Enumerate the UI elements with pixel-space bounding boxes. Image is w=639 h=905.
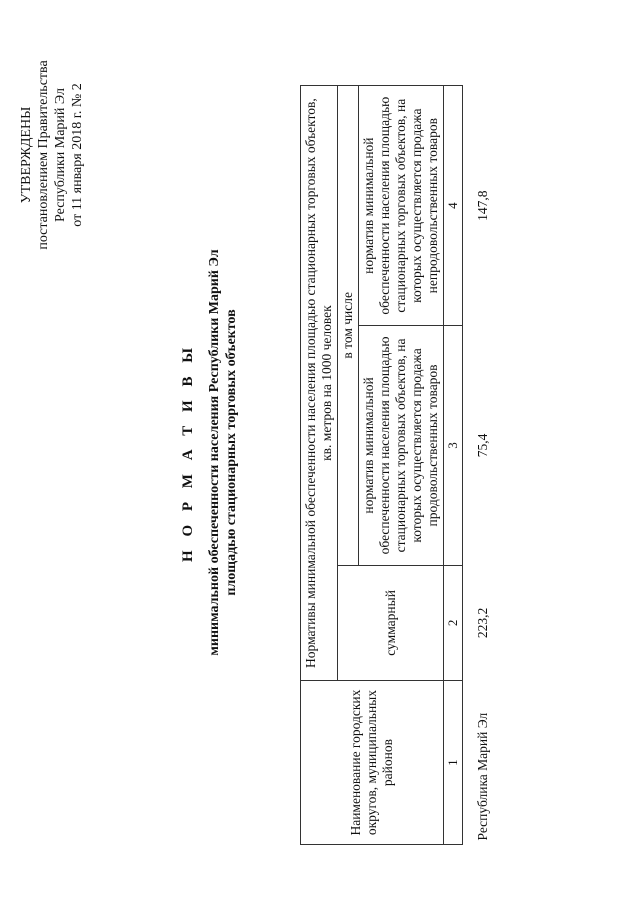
approval-line-2: Республики Марий Эл bbox=[53, 88, 68, 222]
header-total-column: суммарный bbox=[338, 565, 444, 681]
row-food-value: 75,4 bbox=[475, 433, 490, 458]
header-food-column: норматив минимальной обеспеченности населения площадью стационарных торговых объектов, на которых осуществляется продажа продовольственных товаров bbox=[359, 326, 444, 565]
header-including: в том числе bbox=[338, 86, 359, 566]
column-number: 1 bbox=[444, 681, 463, 845]
header-name-column: Наименование городских округов, муниципальных районов bbox=[301, 681, 444, 845]
approval-stamp bbox=[18, 40, 86, 270]
norms-table bbox=[300, 85, 493, 845]
row-total-value: 223,2 bbox=[475, 607, 490, 639]
document-title: Н О Р М А Т И В Ы bbox=[180, 343, 196, 562]
header-nonfood-column: норматив минимальной обеспеченности населения площадью стационарных торговых объектов, на которых осуществляется продажа непродовольственных товаров bbox=[359, 86, 444, 326]
column-number-row bbox=[444, 86, 463, 845]
column-number: 3 bbox=[444, 326, 463, 565]
header-group: Нормативы минимальной обеспеченности населения площадью стационарных торговых объектов, кв. метров на 1000 человек bbox=[301, 86, 338, 681]
row-region-name: Республика Марий Эл bbox=[475, 712, 490, 841]
approval-heading: УТВЕРЖДЕНЫ bbox=[19, 106, 34, 204]
approval-line-1: постановлением Правительства bbox=[36, 60, 51, 250]
document-subtitle bbox=[206, 0, 240, 905]
column-number: 2 bbox=[444, 565, 463, 681]
column-number: 4 bbox=[444, 86, 463, 326]
subtitle-line-2: площадью стационарных торговых объектов bbox=[224, 309, 239, 596]
subtitle-line-1: минимальной обеспеченности населения Республики Марий Эл bbox=[207, 249, 222, 656]
table-header-row bbox=[301, 86, 338, 845]
approval-line-3: от 11 января 2018 г. № 2 bbox=[70, 83, 85, 227]
row-nonfood-value: 147,8 bbox=[475, 190, 490, 221]
table-row bbox=[463, 86, 494, 845]
